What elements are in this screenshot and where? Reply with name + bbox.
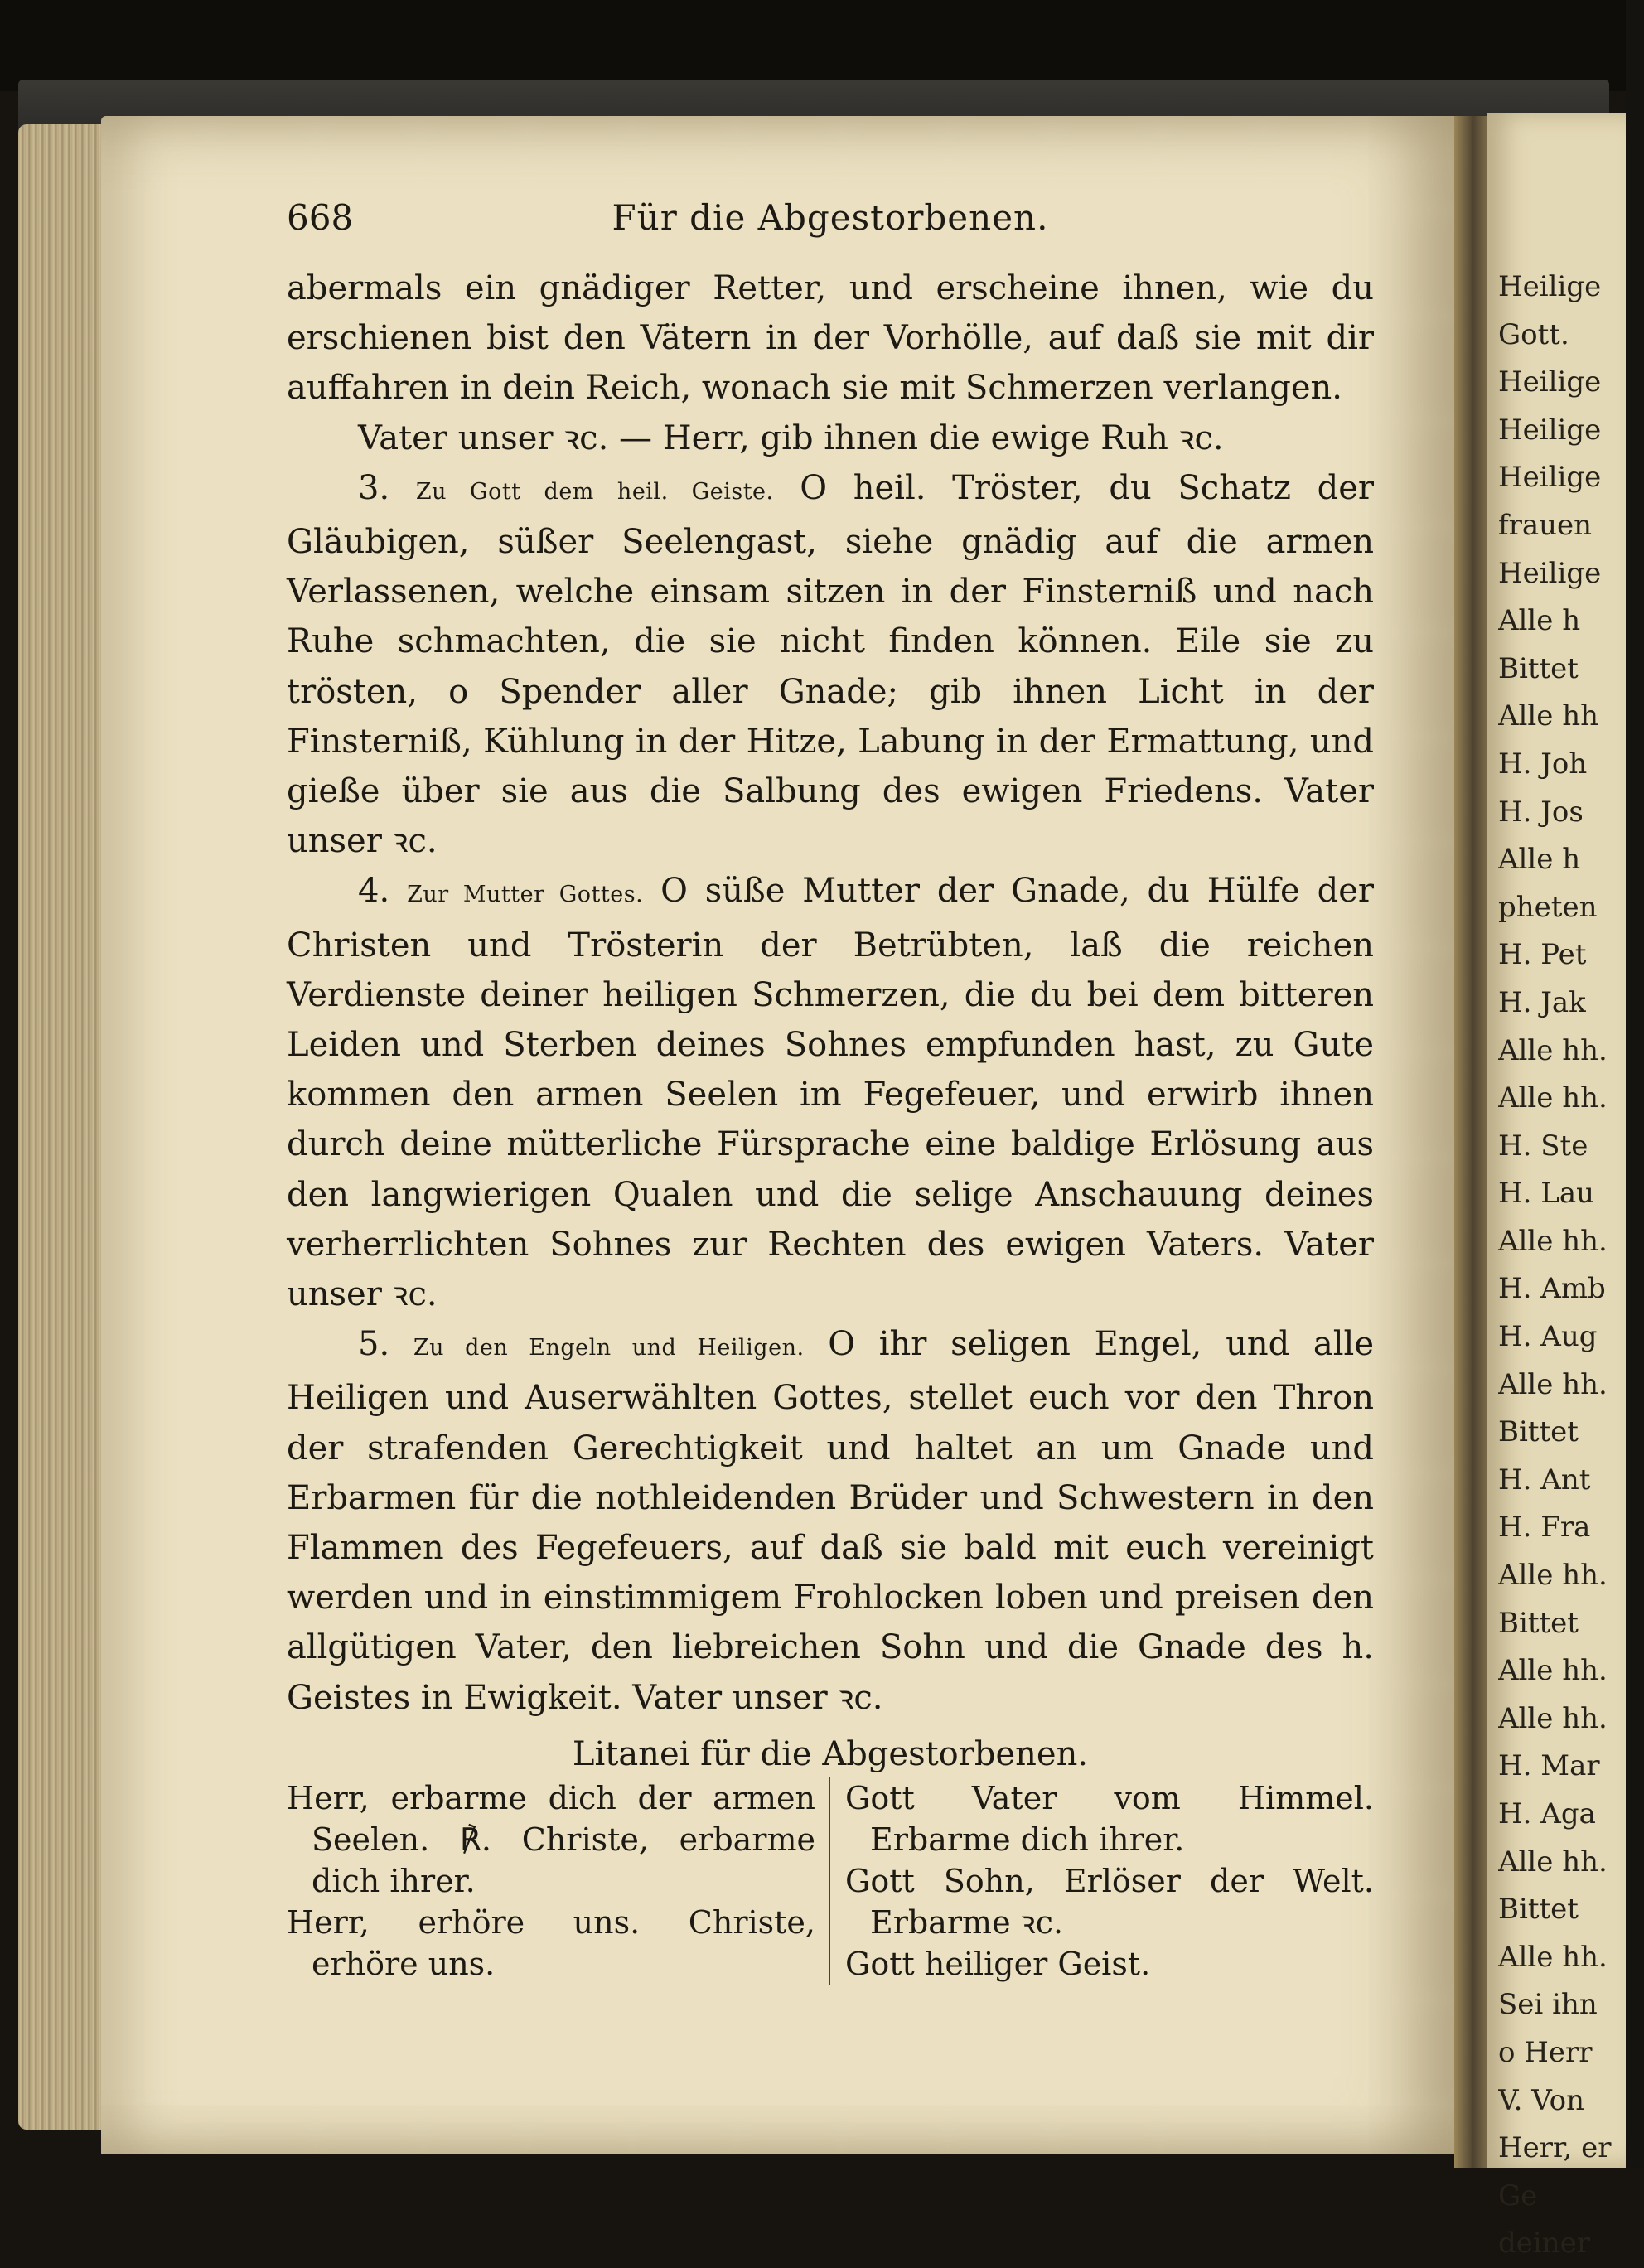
adjacent-page-line: Bittet	[1498, 1415, 1579, 1449]
body-text	[287, 264, 1374, 1723]
litany-verse: Herr, erbarme dich der armen Seelen. ℟. Christe, erbarme dich ihrer.	[287, 1779, 815, 1899]
paragraph-refrain	[287, 413, 1374, 463]
adjacent-page-text	[1498, 264, 1627, 2268]
adjacent-page-line: H. Amb	[1498, 1272, 1606, 1306]
adjacent-page-line: Heilige	[1498, 413, 1602, 447]
page-text	[287, 197, 1374, 1985]
litany-columns	[287, 1777, 1374, 1985]
adjacent-page-line: Alle hh.	[1498, 1224, 1608, 1258]
paragraph-number: 3.	[358, 468, 390, 507]
adjacent-page-line: Heilige	[1498, 461, 1602, 495]
adjacent-page-line: Bittet	[1498, 651, 1579, 685]
adjacent-page-line: Alle hh.	[1498, 1940, 1608, 1974]
adjacent-page-line: o Herr	[1498, 2035, 1593, 2069]
adjacent-page-line: H. Jak	[1498, 985, 1586, 1019]
paragraph-text: O heil. Tröster, du Schatz der Gläubigen, süßer Seelengast, siehe gnädig auf die armen Verlassenen, welche einsam sitzen in der Finsterniß und nach Ruhe schmachten, die sie nicht finden können. Eile sie zu trösten, o Spender aller Gnade; gib ihnen Licht in der Finsterniß, Kühlung in der Hitze, Labung in der Ermattung, und gieße über sie aus die Salbung des ewigen Friedens. Vater unser ꝛc.	[287, 468, 1374, 861]
adjacent-page-line: Alle hh.	[1498, 1367, 1608, 1401]
adjacent-page-line: Alle hh.	[1498, 1654, 1608, 1688]
adjacent-page-line: V. Von	[1498, 2083, 1585, 2117]
litany-verse: Gott Vater vom Himmel. Erbarme dich ihrer.	[845, 1779, 1374, 1858]
paragraph-text: Vater unser ꝛc. — Herr, gib ihnen die ewige Ruh ꝛc.	[358, 418, 1224, 457]
paragraph-text: abermals ein gnädiger Retter, und erscheine ihnen, wie du erschienen bist den Vätern in der Vorhölle, auf daß sie mit dir auffahren in dein Reich, wonach sie mit Schmerzen verlangen.	[287, 269, 1374, 408]
adjacent-page-line: Alle hh.	[1498, 1701, 1608, 1735]
adjacent-page-line: Alle hh.	[1498, 1081, 1608, 1115]
adjacent-page-line: Alle hh.	[1498, 1033, 1608, 1067]
adjacent-page-line: deiner	[1498, 2227, 1591, 2261]
adjacent-page-line: pheten	[1498, 890, 1598, 924]
adjacent-page-line: Herr, er	[1498, 2131, 1612, 2165]
adjacent-page-line: Alle hh.	[1498, 1845, 1608, 1879]
litany-left-column	[287, 1777, 830, 1985]
paragraph-text: O süße Mutter der Gnade, du Hülfe der Christen und Trösterin der Betrübten, laß die reichen Verdienste deiner heiligen Schmerzen, die du bei dem bitteren Leiden und Sterben deines Sohnes empfunden hast, zu Gute kommen den armen Seelen im Fegefeuer, und erwirb ihnen durch deine mütterliche Fürsprache eine baldige Erlösung aus den langwierigen Qualen und die selige Anschauung deines verherrlichten Sohnes zur Rechten des ewigen Vaters. Vater unser ꝛc.	[287, 872, 1375, 1314]
adjacent-page-line: Heilige	[1498, 556, 1602, 590]
adjacent-page-line: H. Mar	[1498, 1749, 1600, 1783]
adjacent-page-line: Gott.	[1498, 317, 1569, 351]
page-header	[287, 197, 1374, 249]
adjacent-page-line: Alle h	[1498, 843, 1581, 877]
paragraph-holy-spirit	[287, 463, 1374, 867]
paragraph-intro: Zur Mutter Gottes.	[407, 882, 644, 908]
adjacent-page-line: Alle h	[1498, 604, 1581, 638]
adjacent-page-line: Bittet	[1498, 1606, 1579, 1640]
adjacent-page-line: frauen	[1498, 508, 1593, 542]
adjacent-page-line: H. Jos	[1498, 795, 1584, 829]
adjacent-page-line: Ge	[1498, 2179, 1538, 2212]
adjacent-page-line: Heilige	[1498, 365, 1602, 399]
paragraph-continued	[287, 264, 1374, 413]
litany-right-column	[830, 1777, 1374, 1985]
adjacent-page-line: Bittet	[1498, 1893, 1579, 1927]
adjacent-page-line: Heilige	[1498, 270, 1602, 303]
paragraph-intro: Zu Gott dem heil. Geiste.	[415, 478, 774, 505]
adjacent-page-line: H. Aga	[1498, 1797, 1596, 1830]
scan-background	[0, 0, 1644, 91]
litany-title: Litanei für die Abgestorbenen.	[572, 1734, 1089, 1773]
paragraph-angels-saints	[287, 1319, 1374, 1723]
adjacent-page-line: Sei ihn	[1498, 1988, 1598, 2022]
page-number: 668	[287, 197, 354, 238]
paragraph-mother-of-god	[287, 866, 1374, 1319]
litany-verse: Gott heiliger Geist.	[845, 1945, 1151, 1982]
adjacent-page-line: Alle hh	[1498, 699, 1599, 733]
litany-verse: Herr, erhöre uns. Christe, erhöre uns.	[287, 1903, 815, 1982]
adjacent-page-line: H. Ste	[1498, 1129, 1588, 1163]
paragraph-number: 5.	[358, 1325, 390, 1364]
paragraph-number: 4.	[358, 872, 390, 911]
adjacent-page-line: H. Ant	[1498, 1463, 1591, 1497]
adjacent-page-line: H. Joh	[1498, 747, 1588, 781]
adjacent-page-line: H. Fra	[1498, 1511, 1591, 1545]
adjacent-page-line: H. Pet	[1498, 938, 1587, 972]
paragraph-text: O ihr seligen Engel, und alle Heiligen und Auserwählten Gottes, stellet euch vor den Thron der strafenden Gerechtigkeit und haltet an um Gnade und Erbarmen für die nothleidenden Brüder und Schwestern in den Flammen des Fegefeuers, auf daß sie bald mit euch vereinigt werden und in einstimmigem Frohlocken loben und preisen den allgütigen Vater, den liebreichen Sohn und die Gnade des h. Geistes in Ewigkeit. Vater unser ꝛc.	[287, 1325, 1374, 1717]
running-head: Für die Abgestorbenen.	[612, 197, 1049, 238]
paragraph-intro: Zu den Engeln und Heiligen.	[413, 1335, 805, 1361]
litany-verse: Gott Sohn, Erlöser der Welt. Erbarme ꝛc.	[845, 1862, 1374, 1941]
adjacent-page-line: H. Aug	[1498, 1320, 1598, 1354]
adjacent-page-line: H. Lau	[1498, 1177, 1595, 1211]
scan-right-edge	[1626, 0, 1644, 2168]
adjacent-page-line: Alle hh.	[1498, 1559, 1608, 1593]
